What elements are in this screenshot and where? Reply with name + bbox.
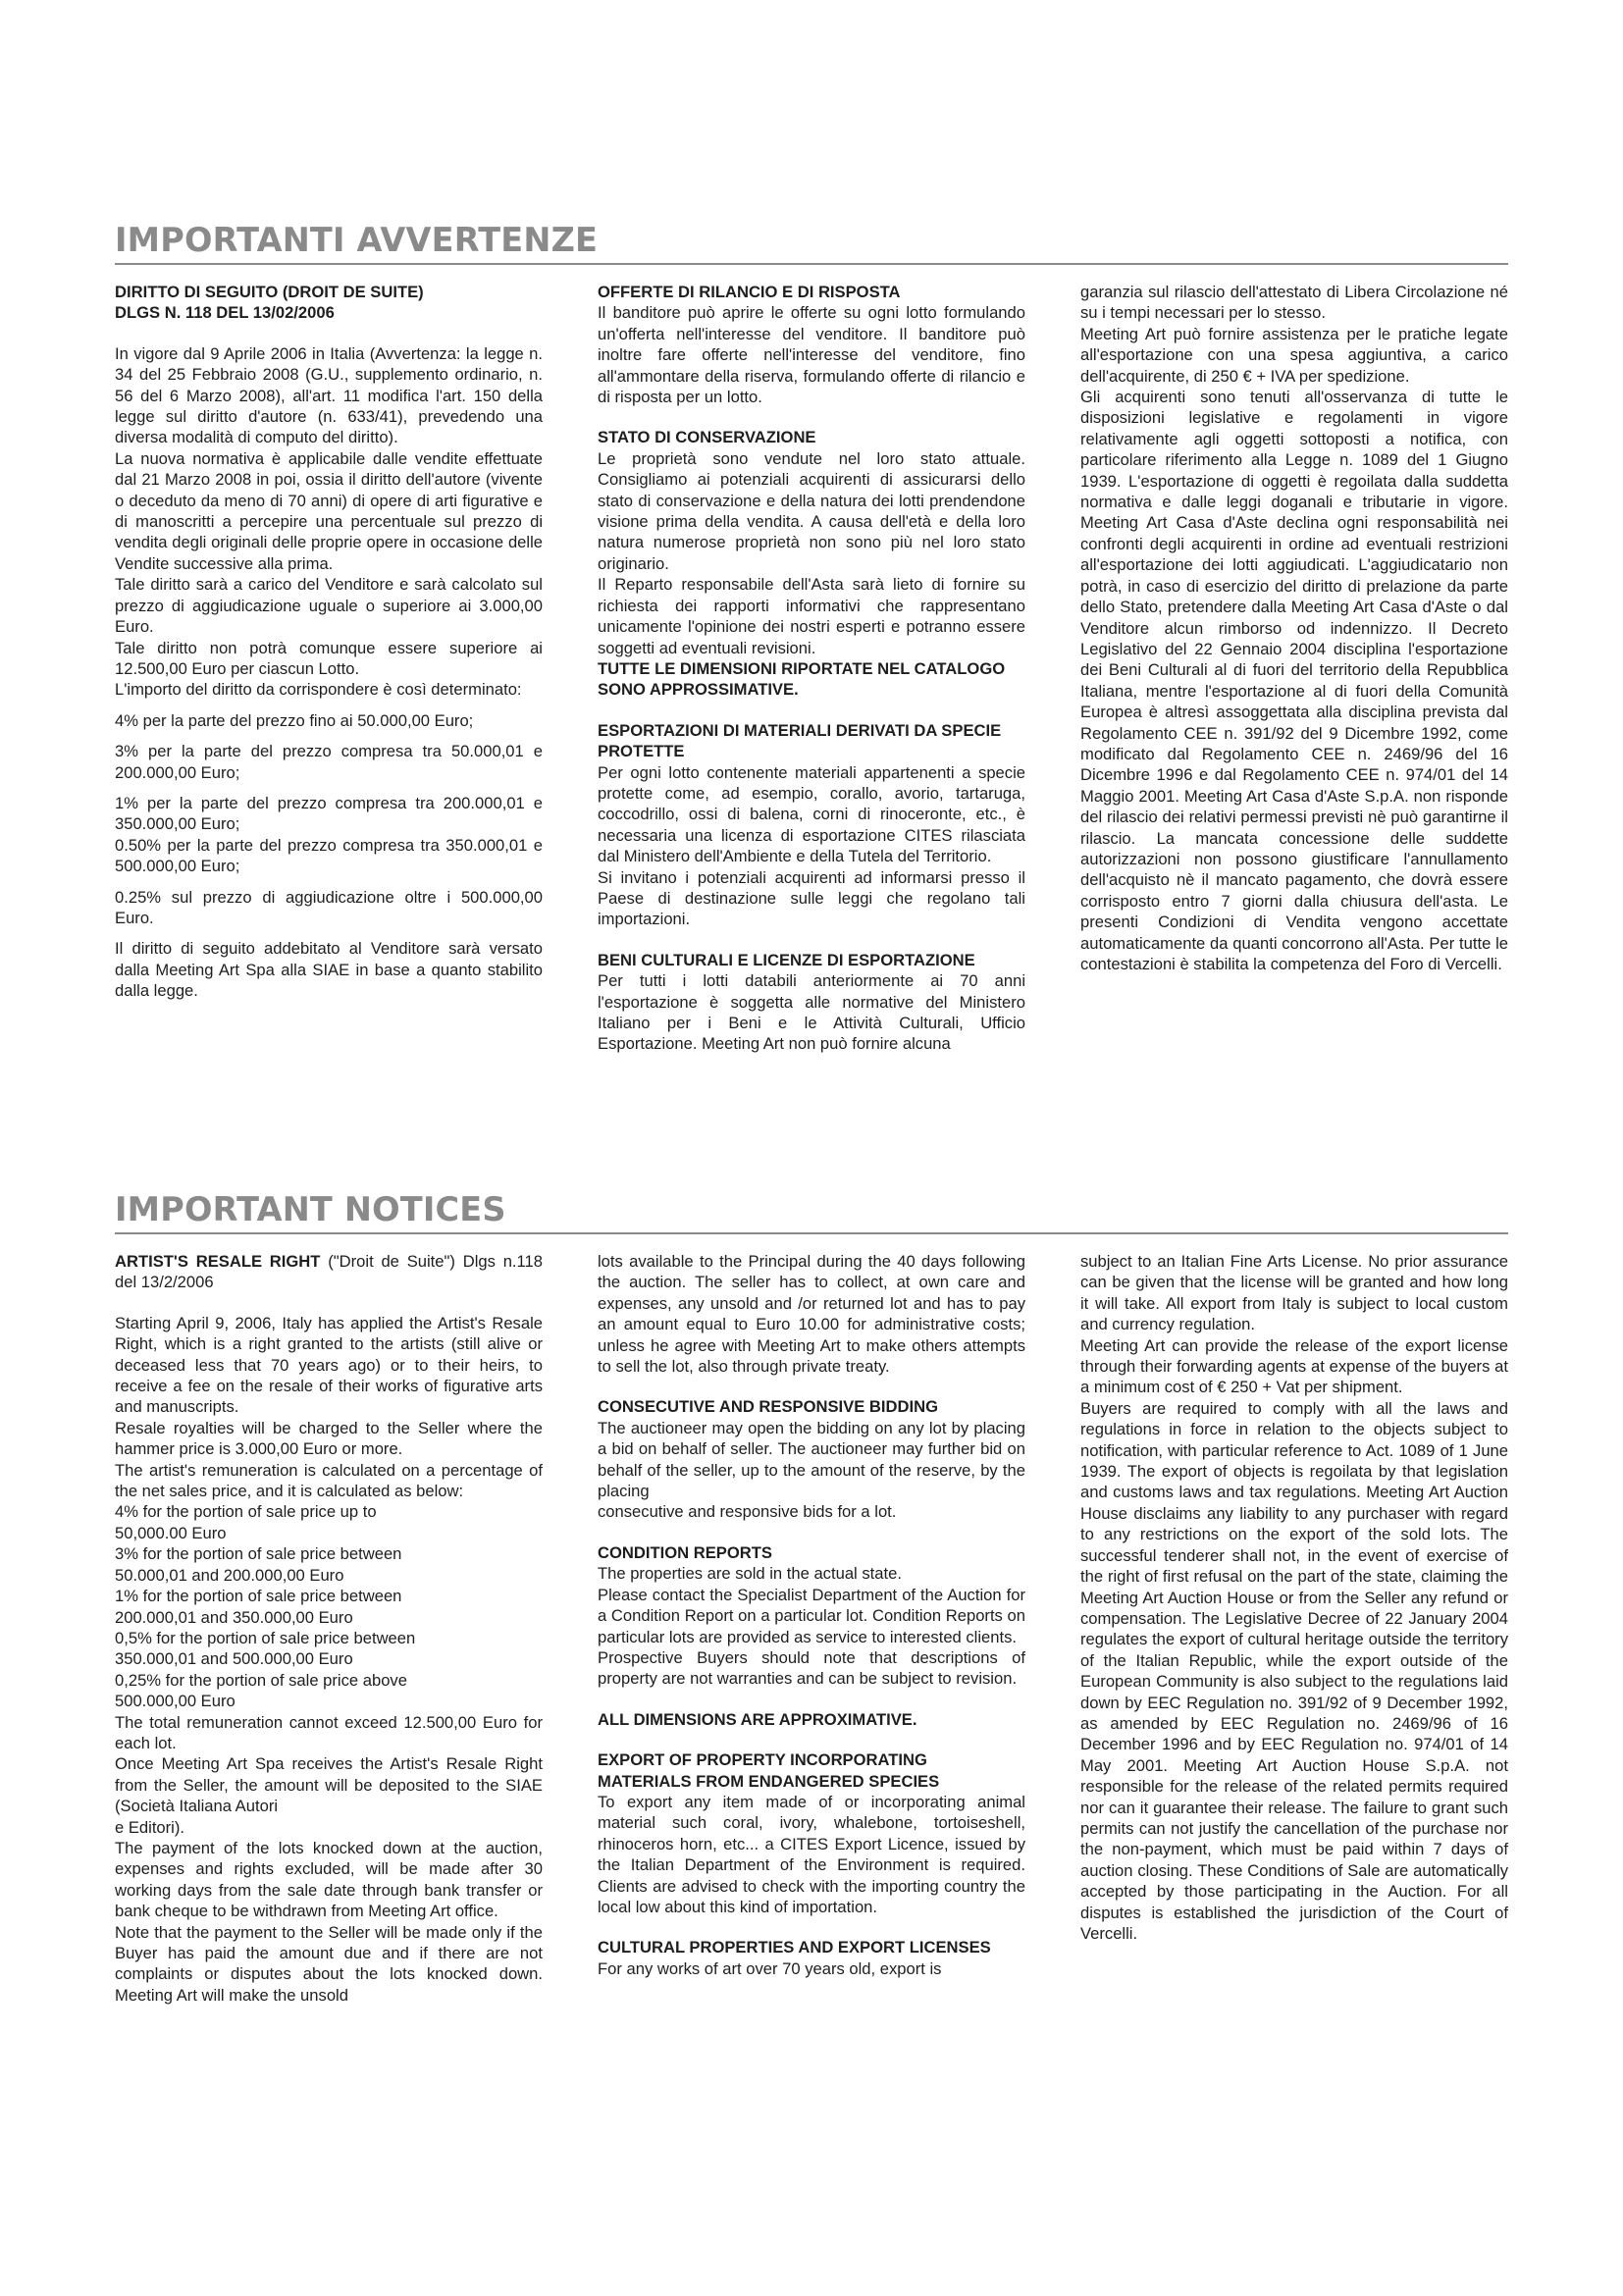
text-column [115,1251,543,2006]
text-column [1080,1251,1508,2006]
body-paragraph: For any works of art over 70 years old, export is [598,1958,942,1978]
body-paragraph: Tale diritto sarà a carico del Venditore e sarà calcolato sul prezzo di aggiudicazione uguale o superiore ai 3.000,00 Euro. [115,575,543,637]
body-paragraph: Once Meeting Art Spa receives the Artist's Resale Right from the Seller, the amount will be deposited to the SIAE (Società Italiana Autori [115,1754,543,1816]
body-paragraph: Per ogni lotto contenente materiali appartenenti a specie protette come, ad esempio, corallo, avorio, tartaruga, coccodrillo, ossi di balena, corni di rinoceronte, etc., è necessaria una licenza di esportazione CITES rilasciata dal Ministero dell'Ambiente e della Tutela del Territorio. [598,762,1025,866]
body-paragraph: Il banditore può aprire le offerte su ogni lotto formulando un'offerta nell'interesse del venditore. Il banditore può inoltre fare offerte nell'interesse del venditore, fino all'ammontare della riserva, formulando offerte di rilancio e di risposta per un lotto. [598,303,1025,407]
section-italian-notices [115,218,1508,1184]
section-heading: ESPORTAZIONI DI MATERIALI DERIVATI DA SPECIE PROTETTE [598,720,1002,761]
section-english-notices [115,1187,1508,2149]
body-paragraph: The payment of the lots knocked down at the auction, expenses and rights excluded, will be made after 30 working days from the sale date through bank transfer or bank cheque to be withdrawn from Meeting Art office. [115,1838,543,1921]
section-title: IMPORTANTI AVVERTENZE [115,221,599,259]
body-paragraph: Le proprietà sono vendute nel loro stato attuale. Consigliamo ai potenziali acquirenti di assicurarsi dello stato di conservazione e della natura dei lotti prendendone visione prima della vendita. A causa dell'età e della loro natura numerose proprietà non sono più nel loro stato originario. [598,448,1025,573]
body-paragraph: The properties are sold in the actual state. [598,1564,902,1584]
body-paragraph: 0,5% for the portion of sale price between [115,1628,416,1647]
body-paragraph: Note that the payment to the Seller will be made only if the Buyer has paid the amount due and if there are not complaints or disputes about the lots knocked down. Meeting Art will make the unsold [115,1922,543,2005]
lead-text: ("Droit de Suite") Dlgs n.118 del 13/2/2006 [115,1252,543,1292]
body-paragraph: Il Reparto responsabile dell'Asta sarà lieto di fornire su richiesta dei rapporti informativi che rappresentano unicamente l'opinione dei nostri esperti e potranno essere soggetti ad eventuali revisioni. [598,575,1025,657]
title-divider [115,263,1508,265]
lead-heading: ARTIST'S RESALE RIGHT [115,1252,321,1271]
section-heading: STATO DI CONSERVAZIONE [598,428,816,447]
section-heading: DIRITTO DI SEGUITO (DROIT DE SUITE) [115,283,424,301]
body-paragraph: Gli acquirenti sono tenuti all'osservanza di tutte le disposizioni legislative e regolamenti in vigore relativamente agli oggetti sottoposti a notifica, con particolare riferimento alla Legge n. 1089 del 1 Giugno 1939. L'esportazione di oggetti è regoilata dalla suddetta normativa e dalle leggi doganali e tributarie in vigore. Meeting Art Casa d'Aste declina ogni responsabilità nei confronti degli acquirenti in ordine ad eventuali restrizioni all'esportazione dei lotti aggiudicati. L'aggiudicatario non potrà, in caso di esercizio del diritto di prelazione da parte dello Stato, pretendere dalla Meeting Art Casa d'Aste o dal Venditore alcun rimborso od indennizzo. Il Decreto Legislativo del 22 Gennaio 2004 disciplina l'esportazione dei Beni Culturali al di fuori del territorio della Repubblica Italiana, mentre l'esportazione al di fuori della Comunità Europea è altresì assoggettata alla disciplina prevista dal Regolamento CEE n. 391/92 del 9 Dicembre 1992, come modificato dal Regolamento CEE n. 2469/96 del 16 Dicembre 1996 e dal Regolamento CEE n. 974/01 del 14 Maggio 2001. Meeting Art Casa d'Aste S.p.A. non risponde del rilascio dei relativi permessi previsti nè può garantirne il rilascio. La mancata concessione delle suddette autorizzazioni non possono giustificare l'annullamento dell'acquisto nè il mancato pagamento, che dovrà essere corrisposto entro 7 giorni dalla chiusura dell'asta. Le presenti Condizioni di Vendita vengono accettate automaticamente da quanti concorrono all'Asta. Per tutte le contestazioni è stabilita la competenza del Foro di Vercelli. [1080,388,1508,973]
body-paragraph: Tale diritto non potrà comunque essere superiore ai 12.500,00 Euro per ciascun Lotto. [115,638,543,678]
body-paragraph: e Editori). [115,1817,185,1837]
body-paragraph: 350.000,01 and 500.000,00 Euro [115,1649,353,1669]
body-paragraph: 4% per la parte del prezzo fino ai 50.000,00 Euro; [115,710,474,730]
body-paragraph: 50,000.00 Euro [115,1523,227,1542]
body-paragraph: 0,25% for the portion of sale price above [115,1670,407,1690]
body-paragraph: Buyers are required to comply with all the laws and regulations in force in relation to the objects subject to notification, with particular reference to Act. 1089 of 1 June 1939. The export of objects is regoilata by that legislation and customs laws and tax regulations. Meeting Art Auction House disclaims any liability to any purchaser with regard to any restrictions on the export of the sold lots. The successful tenderer shall not, in the event of exercise of the right of first refusal on the part of the state, claiming the Meeting Art Auction House or from the Seller any refund or compensation. The Legislative Decree of 22 January 2004 regulates the export of cultural heritage outside the territory of the Italian Republic, while the export outside of the European Community is also subject to the regulations laid down by EEC Regulation no. 391/92 of 9 December 1992, as amended by EEC Regulation no. 2469/96 of 16 December 1996 and by EEC Regulation no. 974/01 of 14 May 2001. Meeting Art Auction House S.p.A. not responsible for the release of the related permits required nor can it guarantee their release. The failure to grant such permits can not justify the cancellation of the purchase nor the non-payment, which must be paid within 7 days of auction closing. These Conditions of Sale are automatically accepted by those participating in the Auction. For all disputes is established the jurisdiction of the Court of Vercelli. [1080,1398,1508,1943]
section-heading: DLGS N. 118 DEL 13/02/2006 [115,303,335,323]
text-column [598,282,1025,1055]
body-paragraph: 1% per la parte del prezzo compresa tra 200.000,01 e 350.000,00 Euro; [115,793,543,834]
text-column [598,1251,1025,2006]
section-heading: TUTTE LE DIMENSIONI RIPORTATE NEL CATALOGO SONO APPROSSIMATIVE. [598,658,1006,700]
body-paragraph: subject to an Italian Fine Arts License. No prior assurance can be given that the license will be granted and how long it will take. All export from Italy is subject to local custom and currency regulation. [1080,1252,1508,1334]
body-paragraph: The auctioneer may open the bidding on any lot by placing a bid on behalf of seller. The auctioneer may further bid on behalf of the seller, up to the amount of the reserve, by the placing [598,1418,1025,1501]
body-paragraph: 3% for the portion of sale price between [115,1544,402,1564]
section-heading: CONDITION REPORTS [598,1542,772,1562]
body-paragraph: lots available to the Principal during the 40 days following the auction. The seller has to collect, at own care and expenses, any unsold and /or returned lot and has to pay an amount equal to Euro 10.00 for administrative costs; unless he agree with Meeting Art to make others attempts to sell the lot, also through private treaty. [598,1252,1025,1377]
body-paragraph: consecutive and responsive bids for a lot. [598,1502,897,1522]
body-paragraph: Il diritto di seguito addebitato al Venditore sarà versato dalla Meeting Art Spa alla SIAE in base a quanto stabilito dalla legge. [115,939,543,1001]
body-paragraph: In vigore dal 9 Aprile 2006 in Italia (Avvertenza: la legge n. 34 del 25 Febbraio 2008 (G.U., supplemento ordinario, n. 56 del 6 Marzo 2008), all'art. 11 modifica l'art. 150 della legge sul diritto d'autore (n. 633/41), prevedendo una diversa modalità di computo del diritto). [115,343,543,447]
body-paragraph: Si invitano i potenziali acquirenti ad informarsi presso il Paese di destinazione sulle leggi che regolano tali importazioni. [598,867,1025,929]
title-divider [115,1232,1508,1234]
body-paragraph: 0.50% per la parte del prezzo compresa tra 350.000,01 e 500.000,00 Euro; [115,835,543,876]
body-paragraph: 200.000,01 and 350.000,00 Euro [115,1607,353,1627]
text-column [1080,282,1508,1055]
body-paragraph: 500.000,00 Euro [115,1692,236,1711]
body-paragraph: 0.25% sul prezzo di aggiudicazione oltre i 500.000,00 Euro. [115,887,543,927]
body-paragraph: 3% per la parte del prezzo compresa tra 50.000,01 e 200.000,00 Euro; [115,742,543,782]
lead-paragraph [115,1251,543,1293]
section-heading: BENI CULTURALI E LICENZE DI ESPORTAZIONE [598,950,975,969]
body-paragraph: Per tutti i lotti databili anteriormente ai 70 anni l'esportazione è soggetta alle normative del Ministero Italiano per i Beni e le Attività Culturali, Ufficio Esportazione. Meeting Art non può fornire alcuna [598,971,1025,1054]
body-paragraph: Please contact the Specialist Department of the Auction for a Condition Report on a particular lot. Condition Reports on particular lots are provided as service to interested clients. [598,1585,1025,1646]
section-heading: EXPORT OF PROPERTY INCORPORATING MATERIALS FROM ENDANGERED SPECIES [598,1750,940,1791]
body-paragraph: The total remuneration cannot exceed 12.500,00 Euro for each lot. [115,1712,543,1752]
text-column [115,282,543,1055]
body-paragraph: Prospective Buyers should note that descriptions of property are not warranties and can be subject to revision. [598,1647,1025,1689]
section-heading: ALL DIMENSIONS ARE APPROXIMATIVE. [598,1709,917,1729]
body-paragraph: Meeting Art può fornire assistenza per le pratiche legate all'esportazione con una spesa aggiuntiva, a carico dell'acquirente, di 250 € + IVA per spedizione. [1080,324,1508,386]
body-paragraph: Starting April 9, 2006, Italy has applied the Artist's Resale Right, which is a right granted to the artists (still alive or deceased less that 70 years ago) or to their heirs, to receive a fee on the resale of their works of figurative arts and manuscripts. [115,1313,543,1417]
section-heading: CONSECUTIVE AND RESPONSIVE BIDDING [598,1397,938,1417]
body-paragraph: The artist's remuneration is calculated on a percentage of the net sales price, and it is calculated as below: [115,1460,543,1501]
body-paragraph: Resale royalties will be charged to the Seller where the hammer price is 3.000,00 Euro or more. [115,1418,543,1459]
section-heading: CULTURAL PROPERTIES AND EXPORT LICENSES [598,1938,991,1957]
body-paragraph: La nuova normativa è applicabile dalle vendite effettuate dal 21 Marzo 2008 in poi, ossia il diritto dell'autore (vivente o deceduto da meno di 70 anni) di opere di arti figurative e di manoscritti a percepire una percentuale sul prezzo di vendita degli originali delle proprie opere in occasione delle Vendite successive alla prima. [115,448,543,573]
body-paragraph: 4% for the portion of sale price up to [115,1502,377,1522]
section-title: IMPORTANT NOTICES [115,1190,506,1228]
section-heading: OFFERTE DI RILANCIO E DI RISPOSTA [598,283,901,301]
body-paragraph: garanzia sul rilascio dell'attestato di Libera Circolazione né su i tempi necessari per lo stesso. [1080,283,1508,323]
body-paragraph: L'importo del diritto da corrispondere è così determinato: [115,680,522,700]
body-paragraph: Meeting Art can provide the release of the export license through their forwarding agents at expense of the buyers at a minimum cost of € 250 + Vat per shipment. [1080,1335,1508,1397]
body-paragraph: 50.000,01 and 200.000,00 Euro [115,1565,344,1585]
body-paragraph: To export any item made of or incorporating animal material such coral, ivory, whalebone, tortoiseshell, rhinoceros horn, etc... a CITES Export Licence, issued by the Italian Department of the Environment is required. Clients are advised to check with the importing country the local low about this kind of importation. [598,1792,1025,1916]
body-paragraph: 1% for the portion of sale price between [115,1587,402,1606]
